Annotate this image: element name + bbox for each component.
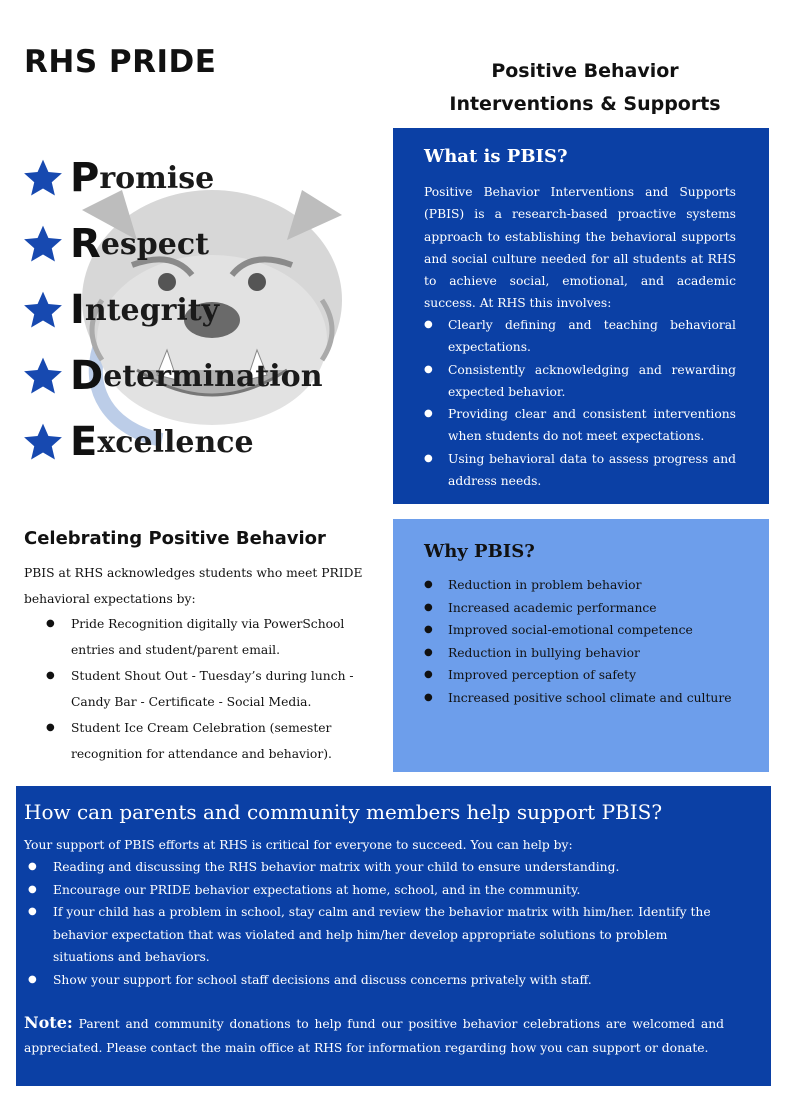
list-item: ● Using behavioral data to assess progress and address needs. [424, 448, 736, 493]
why-pbis-heading: Why PBIS? [424, 541, 535, 562]
list-item: ● Increased academic performance [424, 597, 764, 620]
subtitle-line-2: Interventions & Supports [449, 93, 721, 115]
pride-item-promise [22, 148, 214, 208]
note-label: Note: [24, 1013, 73, 1032]
help-support-heading: How can parents and community members help support PBIS? [24, 800, 663, 824]
celebrating-heading: Celebrating Positive Behavior [24, 528, 326, 549]
list-item: ● Reading and discussing the RHS behavior matrix with your child to ensure understanding. [28, 856, 728, 879]
list-item: ● Student Shout Out - Tuesday’s during lunch - Candy Bar - Certificate - Social Media. [46, 663, 376, 715]
page-title: RHS PRIDE [24, 44, 217, 80]
list-item: ● Improved perception of safety [424, 664, 764, 687]
note-text: Parent and community donations to help fund our positive behavior celebrations are welcomed and appreciated. Please contact the main office at RHS for information regarding how you can support or donate. [24, 1017, 724, 1055]
list-item: ● Reduction in bullying behavior [424, 642, 764, 665]
pride-letter: I [70, 287, 85, 333]
pride-letter: D [70, 353, 104, 399]
what-is-pbis-intro: Positive Behavior Interventions and Supports (PBIS) is a research-based proactive systems approach to establishing the behavioral supports and social culture needed for all students at RHS to achieve social, emotional, and academic success. At RHS this involves: [424, 185, 736, 311]
page-subtitle [420, 55, 750, 121]
star-icon [22, 157, 64, 199]
list-item: ● Improved social-emotional competence [424, 619, 764, 642]
list-item: ● Encourage our PRIDE behavior expectations at home, school, and in the community. [28, 879, 728, 902]
subtitle-line-1: Positive Behavior [491, 60, 679, 82]
help-support-list [28, 856, 728, 991]
list-item: ● Consistently acknowledging and rewarding expected behavior. [424, 359, 736, 404]
pride-word: ntegrity [84, 292, 220, 328]
pride-item-determination [22, 346, 323, 406]
list-item: ● If your child has a problem in school, stay calm and review the behavior matrix with him/her. Identify the behavior expectation that was violated and help him/her develop appropriate solutions to problem situations and behaviors. [28, 901, 728, 969]
star-icon [22, 421, 64, 463]
list-item: ● Pride Recognition digitally via PowerSchool entries and student/parent email. [46, 611, 376, 663]
pride-letter: R [70, 221, 101, 267]
why-pbis-list [424, 574, 764, 709]
help-support-intro: Your support of PBIS efforts at RHS is critical for everyone to succeed. You can help by: [24, 838, 573, 852]
pride-item-integrity [22, 280, 219, 340]
what-is-pbis-heading: What is PBIS? [424, 146, 568, 167]
list-item: ● Reduction in problem behavior [424, 574, 764, 597]
list-item: ● Providing clear and consistent interventions when students do not meet expectations. [424, 403, 736, 448]
pride-letter: P [70, 155, 100, 201]
list-item: ● Clearly defining and teaching behavioral expectations. [424, 314, 736, 359]
star-icon [22, 289, 64, 331]
pride-item-excellence [22, 412, 254, 472]
celebrating-intro: PBIS at RHS acknowledges students who meet PRIDE behavioral expectations by: [24, 566, 363, 606]
help-support-panel [16, 786, 771, 1086]
pride-word: etermination [103, 358, 323, 394]
pride-word: romise [99, 160, 215, 196]
pride-letter: E [70, 419, 98, 465]
donation-note [24, 1011, 724, 1060]
star-icon [22, 223, 64, 265]
star-icon [22, 355, 64, 397]
list-item: ● Student Ice Cream Celebration (semester recognition for attendance and behavior). [46, 715, 376, 767]
pride-word: xcellence [97, 424, 254, 460]
pride-word: espect [100, 226, 209, 262]
why-pbis-panel [393, 519, 769, 772]
list-item: ● Increased positive school climate and culture [424, 687, 764, 710]
what-is-pbis-panel [393, 128, 769, 504]
pride-item-respect [22, 214, 209, 274]
celebrating-list [46, 611, 376, 767]
list-item: ● Show your support for school staff decisions and discuss concerns privately with staff. [28, 969, 728, 992]
what-is-pbis-list [424, 314, 736, 492]
